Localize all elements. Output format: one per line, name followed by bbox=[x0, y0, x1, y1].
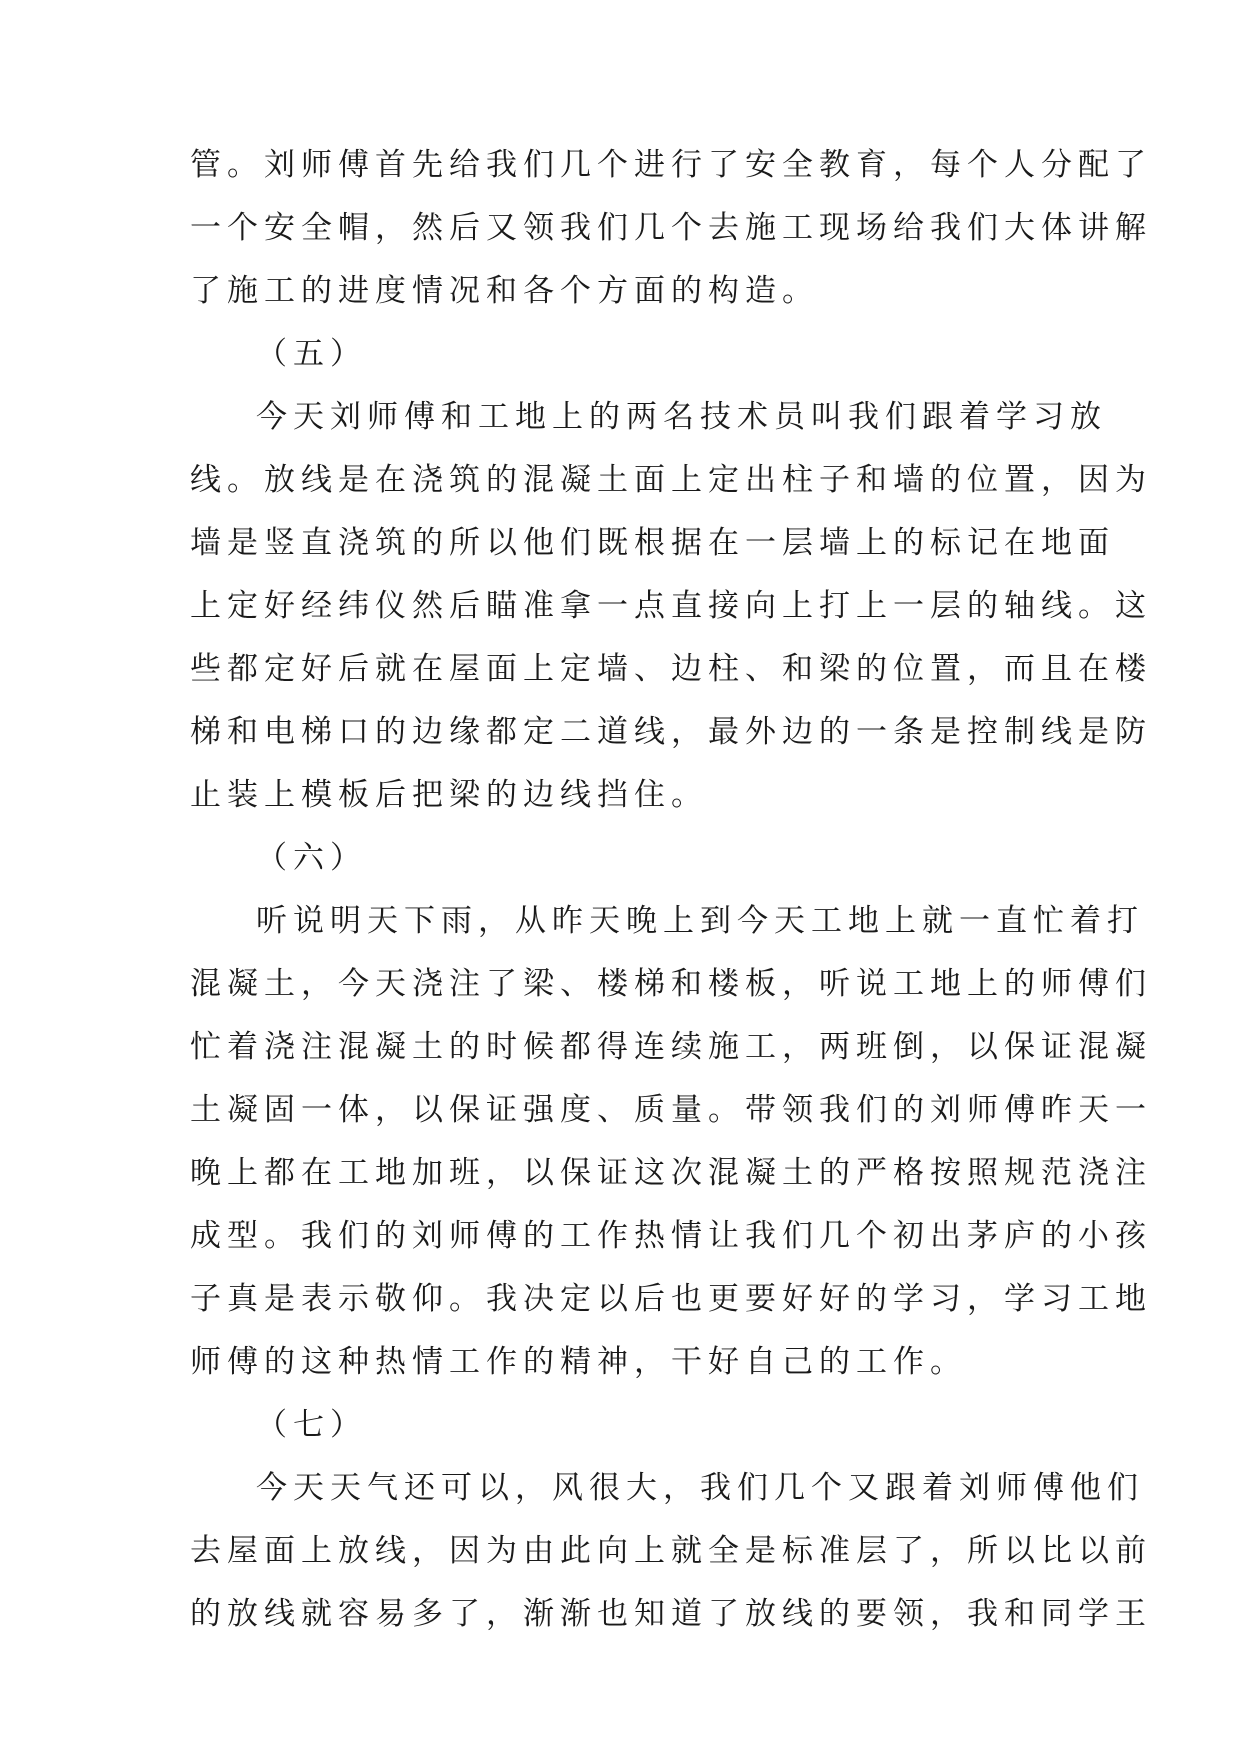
text-line: 线。放线是在浇筑的混凝土面上定出柱子和墙的位置，因为 bbox=[190, 462, 1152, 498]
text-line: 子真是表示敬仰。我决定以后也更要好好的学习，学习工地 bbox=[190, 1281, 1152, 1317]
text-line: 了施工的进度情况和各个方面的构造。 bbox=[190, 273, 819, 309]
text-line: 管。刘师傅首先给我们几个进行了安全教育，每个人分配了 bbox=[190, 147, 1152, 183]
text-line: 去屋面上放线，因为由此向上就全是标准层了，所以比以前 bbox=[190, 1533, 1152, 1569]
text-line: 一个安全帽，然后又领我们几个去施工现场给我们大体讲解 bbox=[190, 210, 1152, 246]
text-line: 的放线就容易多了，渐渐也知道了放线的要领，我和同学王 bbox=[190, 1596, 1152, 1632]
text-line: 今天刘师傅和工地上的两名技术员叫我们跟着学习放 bbox=[256, 399, 1107, 435]
text-line: 止装上模板后把梁的边线挡住。 bbox=[190, 777, 708, 813]
text-line: （五） bbox=[256, 336, 367, 372]
text-line: 梯和电梯口的边缘都定二道线，最外边的一条是控制线是防 bbox=[190, 714, 1152, 750]
text-line: 上定好经纬仪然后瞄准拿一点直接向上打上一层的轴线。这 bbox=[190, 588, 1152, 624]
text-line: 些都定好后就在屋面上定墙、边柱、和梁的位置，而且在楼 bbox=[190, 651, 1152, 687]
text-line: 成型。我们的刘师傅的工作热情让我们几个初出茅庐的小孩 bbox=[190, 1218, 1152, 1254]
text-line: （七） bbox=[256, 1407, 367, 1443]
text-line: 混凝土，今天浇注了梁、楼梯和楼板，听说工地上的师傅们 bbox=[190, 966, 1152, 1002]
text-line: 师傅的这种热情工作的精神，干好自己的工作。 bbox=[190, 1344, 967, 1380]
text-line: 土凝固一体，以保证强度、质量。带领我们的刘师傅昨天一 bbox=[190, 1092, 1152, 1128]
text-line: （六） bbox=[256, 840, 367, 876]
text-line: 今天天气还可以，风很大，我们几个又跟着刘师傅他们 bbox=[256, 1470, 1144, 1506]
document-body bbox=[190, 134, 1152, 1646]
text-line: 晚上都在工地加班，以保证这次混凝土的严格按照规范浇注 bbox=[190, 1155, 1152, 1191]
text-line: 听说明天下雨，从昨天晚上到今天工地上就一直忙着打 bbox=[256, 903, 1144, 939]
text-line: 墙是竖直浇筑的所以他们既根据在一层墙上的标记在地面 bbox=[190, 525, 1115, 561]
text-line: 忙着浇注混凝土的时候都得连续施工，两班倒，以保证混凝 bbox=[190, 1029, 1152, 1065]
